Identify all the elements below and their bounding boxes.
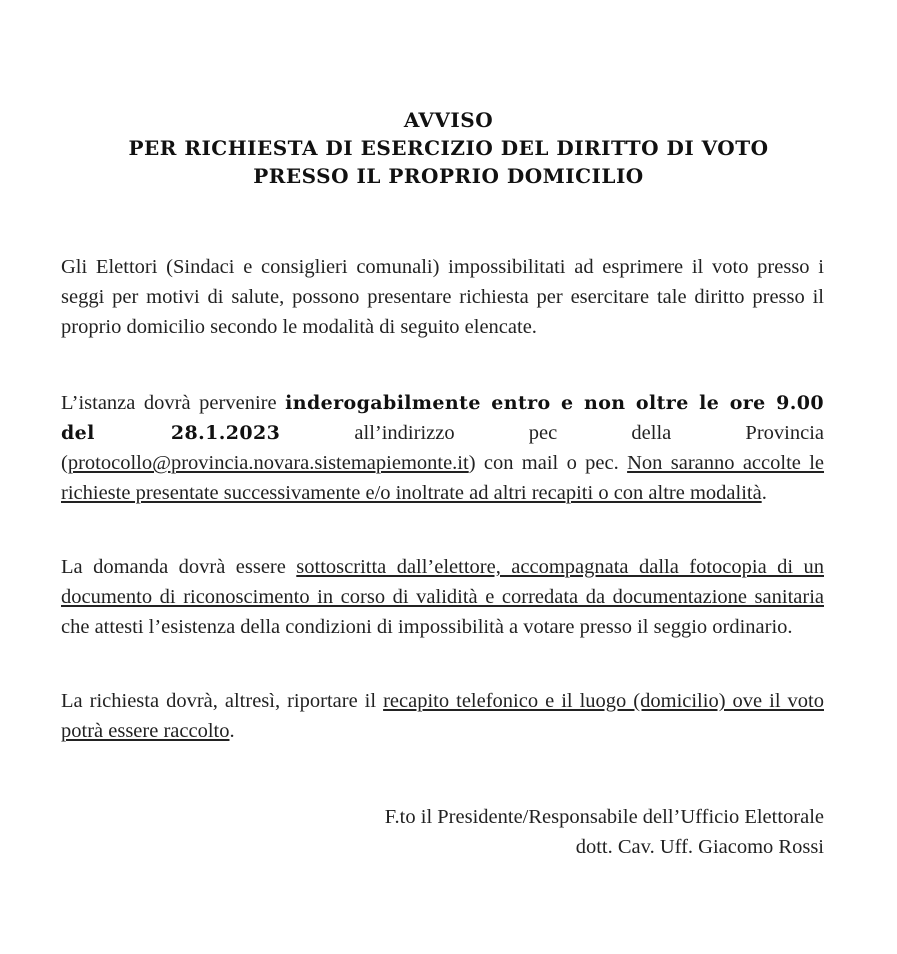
paragraph-deadline-mid: all’indirizzo pec della Provincia ( xyxy=(61,422,824,474)
paragraph-requirements-end: che attesti l’esistenza della condizioni di impossibilità a votare presso il seggio ordinario. xyxy=(61,616,793,638)
title-line-domicile: PRESSO IL PROPRIO DOMICILIO xyxy=(253,164,644,188)
paragraph-deadline-lead: L’istanza dovrà pervenire xyxy=(61,392,286,414)
deadline-highlight: inderogabilmente entro e non oltre le ore 9.00 del 28.1.2023 xyxy=(61,392,824,444)
paragraph-intro xyxy=(61,252,824,342)
signature-role: F.to il Presidente/Responsabile dell’Ufficio Elettorale xyxy=(384,806,824,828)
requirements-underlined: sottoscritta dall’elettore, accompagnata dalla fotocopia di un documento di riconoscimento in corso di validità e corredata da documentazione sanitaria xyxy=(61,556,824,608)
paragraph-intro-text: Gli Elettori (Sindaci e consiglieri comunali) impossibilitati ad esprimere il voto presso i seggi per motivi di salute, possono presentare richiesta per esercitare tale diritto presso il proprio domicilio secondo le modalità di seguito elencate. xyxy=(61,256,824,338)
title-line-avviso: AVVISO xyxy=(403,108,494,132)
paragraph-deadline xyxy=(61,388,824,508)
paragraph-deadline-end: . xyxy=(761,482,767,504)
signature-block xyxy=(385,802,824,862)
paragraph-requirements-lead: La domanda dovrà essere xyxy=(61,556,297,578)
paragraph-deadline-after-email: ) con mail o pec. xyxy=(468,452,628,474)
notice-title xyxy=(0,106,897,190)
title-line-subject: PER RICHIESTA DI ESERCIZIO DEL DIRITTO DI VOTO xyxy=(128,136,769,160)
rejection-warning: Non saranno accolte le richieste presentate successivamente e/o inoltrate ad altri recapiti o con altre modalità xyxy=(61,452,825,504)
signature-name: dott. Cav. Uff. Giacomo Rossi xyxy=(575,836,824,858)
paragraph-contact-end: . xyxy=(229,720,235,742)
paragraph-contact xyxy=(61,686,824,746)
pec-email-link[interactable]: protocollo@provincia.novara.sistemapiemonte.it xyxy=(67,452,469,474)
contact-underlined: recapito telefonico e il luogo (domicilio) ove il voto potrà essere raccolto xyxy=(61,690,824,742)
paragraph-requirements xyxy=(61,552,824,642)
paragraph-contact-lead: La richiesta dovrà, altresì, riportare il xyxy=(61,690,384,712)
